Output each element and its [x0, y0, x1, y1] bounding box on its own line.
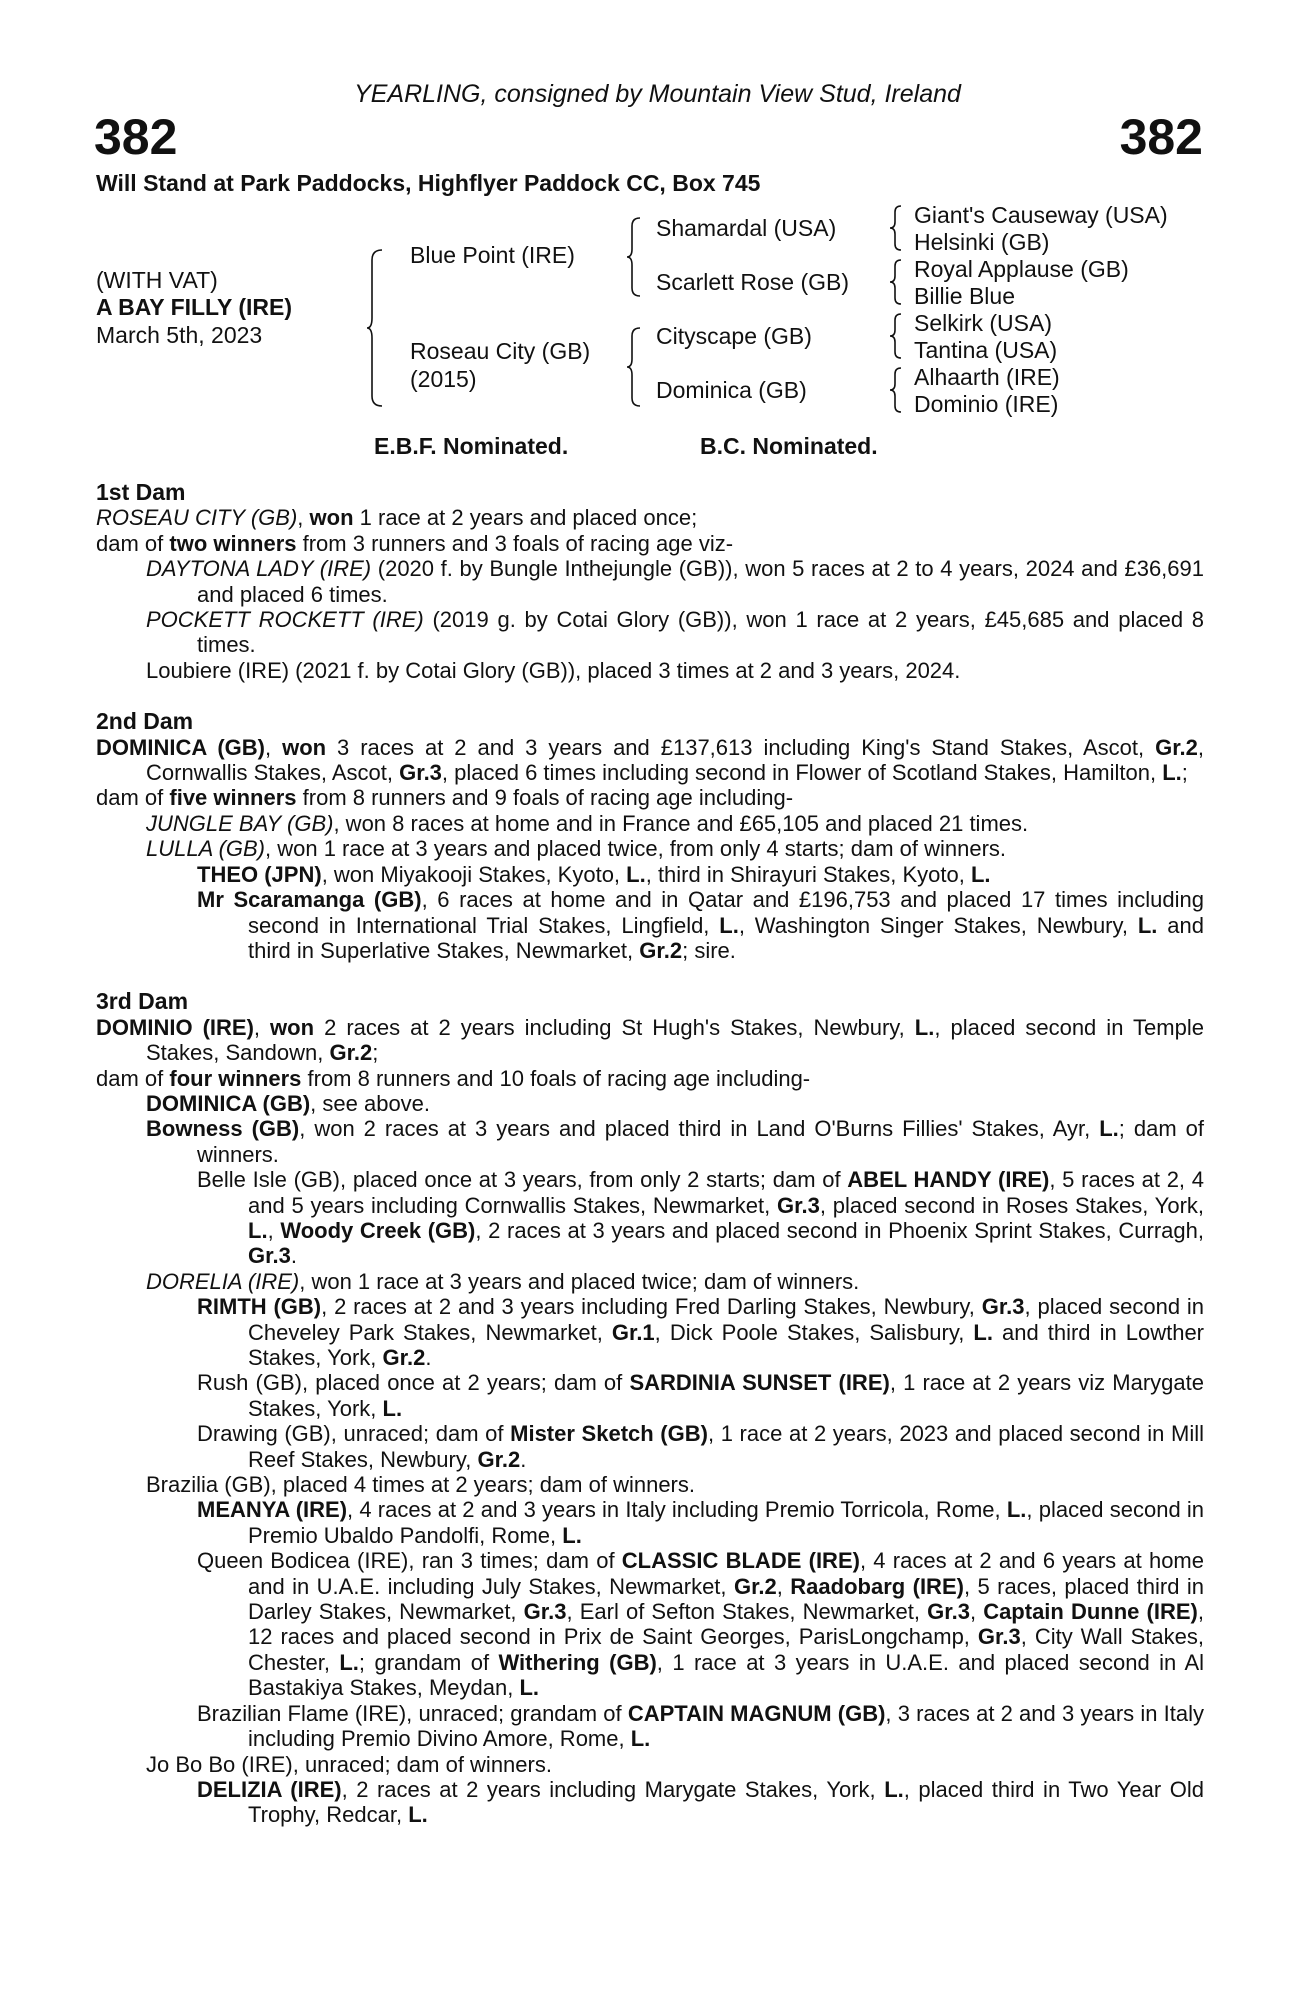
- text-run: dam of: [96, 1065, 170, 1091]
- text-run: , 3 races at 2 and 3 years in Italy including Premio Divino Amore, Rome,: [248, 1700, 1204, 1752]
- foaling-date: March 5th, 2023: [96, 322, 263, 348]
- bc-nomination: B.C. Nominated.: [700, 433, 878, 459]
- record-line: [96, 1294, 1204, 1370]
- record-line: [96, 531, 1204, 556]
- text-run: ;: [1181, 760, 1188, 786]
- bold-text: won: [309, 505, 354, 531]
- text-run: Drawing (GB), unraced; dam of: [197, 1421, 511, 1447]
- text-run: , third in Shirayuri Stakes, Kyoto,: [645, 861, 971, 887]
- record-line: [96, 735, 1204, 786]
- text-run: .: [290, 1243, 297, 1269]
- italic-text: DORELIA (IRE): [146, 1268, 300, 1294]
- text-run: 2 races at 2 years including St Hugh's Stakes, Newbury,: [314, 1014, 915, 1040]
- bold-text: Gr.2: [733, 1573, 777, 1599]
- text-run: Queen Bodicea (IRE), ran 3 times; dam of: [197, 1548, 622, 1574]
- text-run: , see above.: [310, 1090, 431, 1116]
- italic-text: LULLA (GB): [146, 836, 266, 862]
- lot-number-right: 382: [1119, 109, 1203, 165]
- bold-text: Withering (GB): [498, 1649, 657, 1675]
- bold-text: L.: [884, 1776, 904, 1802]
- bold-text: L.: [719, 912, 739, 938]
- record-line: [96, 785, 1204, 810]
- bold-text: L.: [970, 861, 991, 887]
- text-run: , 1 race at 2 years, 2023 and placed second in Mill Reef Stakes, Newbury,: [248, 1421, 1204, 1472]
- text-run: ,: [776, 1573, 791, 1599]
- text-run: , 2 races at 2 and 3 years including Fred Darling Stakes, Newbury,: [321, 1294, 982, 1320]
- record-line: [96, 556, 1204, 607]
- dam-dam-name: Dominica (GB): [656, 377, 807, 403]
- record-line: [96, 1015, 1204, 1066]
- bold-text: Captain Dunne (IRE): [983, 1599, 1198, 1625]
- text-run: , placed second in Cheveley Park Stakes, Newmarket,: [248, 1294, 1205, 1345]
- bold-text: THEO (JPN): [197, 861, 322, 887]
- text-run: (2019 g. by Cotai Glory (GB)), won 1 race at 2 years, £45,685 and placed 8 times.: [197, 607, 1204, 658]
- text-run: , 1 race at 2 years viz Marygate Stakes, York,: [248, 1370, 1204, 1421]
- text-run: , Dick Poole Stakes, Salisbury,: [654, 1319, 974, 1345]
- section-heading: 2nd Dam: [96, 708, 194, 735]
- bold-text: ABEL HANDY (IRE): [847, 1167, 1050, 1193]
- ebf-nomination: E.B.F. Nominated.: [374, 433, 569, 459]
- text-run: from 8 runners and 10 foals of racing age including-: [301, 1065, 811, 1091]
- text-run: .: [425, 1345, 432, 1370]
- bold-text: L.: [973, 1319, 993, 1345]
- bold-text: RIMTH (GB): [197, 1294, 322, 1320]
- text-run: and third in Lowther Stakes, York,: [248, 1319, 1205, 1370]
- text-run: Brazilia (GB), placed 4 times at 2 years; dam of winners.: [146, 1472, 695, 1498]
- text-run: , Earl of Sefton Stakes, Newmarket,: [566, 1599, 928, 1625]
- record-line: [96, 1777, 1204, 1828]
- section-heading: 1st Dam: [96, 479, 186, 505]
- text-run: ,: [969, 1599, 984, 1625]
- vat-note: (WITH VAT): [96, 267, 218, 293]
- bold-text: SARDINIA SUNSET (IRE): [629, 1370, 890, 1396]
- text-run: dam of: [96, 785, 170, 811]
- gen3-name-1: Giant's Causeway (USA): [914, 202, 1168, 228]
- text-run: Brazilian Flame (IRE), unraced; grandam of: [197, 1700, 628, 1726]
- record-line: [96, 811, 1204, 836]
- record-line: [96, 658, 1204, 683]
- bold-text: Gr.3: [399, 760, 442, 786]
- text-run: ; sire.: [682, 937, 736, 963]
- sire-name: Blue Point (IRE): [410, 242, 575, 268]
- bold-text: L.: [562, 1522, 582, 1548]
- text-run: , placed second in Roses Stakes, York,: [819, 1192, 1205, 1218]
- italic-text: ROSEAU CITY (GB): [96, 505, 298, 531]
- text-run: from 8 runners and 9 foals of racing age including-: [296, 785, 794, 811]
- text-run: , placed third in Two Year Old Trophy, Redcar,: [248, 1776, 1204, 1828]
- gen3-name-5: Selkirk (USA): [914, 310, 1053, 336]
- text-run: ;: [372, 1040, 379, 1066]
- bold-text: L.: [408, 1802, 428, 1828]
- bold-text: Gr.2: [382, 1345, 426, 1370]
- record-line: [96, 1472, 1204, 1497]
- bold-text: L.: [630, 1726, 651, 1752]
- dam-sire-name: Cityscape (GB): [656, 323, 812, 349]
- bold-text: L.: [914, 1014, 935, 1040]
- text-run: ,: [265, 734, 283, 760]
- bold-text: Raadobarg (IRE): [790, 1573, 964, 1599]
- produce-record: [96, 480, 1204, 1828]
- text-run: , won Miyakooji Stakes, Kyoto,: [321, 861, 627, 887]
- record-line: [96, 836, 1204, 861]
- text-run: , 6 races at home and in Qatar and £196,753 and placed 17 times including second in International Trial Stakes, Lingfield,: [248, 887, 1204, 938]
- bold-text: four winners: [169, 1065, 302, 1091]
- text-run: , City Wall Stakes, Chester,: [248, 1624, 1204, 1675]
- bold-text: Bowness (GB): [146, 1116, 300, 1142]
- bold-text: two winners: [169, 530, 297, 556]
- bold-text: won: [270, 1014, 315, 1040]
- text-run: Jo Bo Bo (IRE), unraced; dam of winners.: [146, 1751, 552, 1777]
- section-heading: 3rd Dam: [96, 988, 189, 1015]
- dam-year: (2015): [410, 366, 477, 392]
- record-line: [96, 1752, 1204, 1777]
- bold-text: Gr.2: [477, 1446, 521, 1472]
- gen3-name-6: Tantina (USA): [914, 337, 1058, 363]
- text-run: ,: [253, 1014, 271, 1040]
- text-run: Belle Isle (GB), placed once at 3 years, from only 2 starts; dam of: [197, 1167, 848, 1193]
- text-run: , 1 race at 3 years in U.A.E. and placed second in Al Bastakiya Stakes, Meydan,: [248, 1649, 1205, 1701]
- bold-text: L.: [382, 1395, 403, 1421]
- pedigree-brace-dam: [626, 326, 642, 408]
- pedigree-brace-g4: [889, 366, 903, 414]
- text-run: , placed second in Temple Stakes, Sandown,: [146, 1014, 1204, 1066]
- bold-text: L.: [1137, 912, 1158, 938]
- text-run: , 2 races at 3 years and placed second in Phoenix Sprint Stakes, Curragh,: [475, 1217, 1204, 1243]
- text-run: ,: [267, 1217, 281, 1243]
- stand-location: Will Stand at Park Paddocks, Highflyer Paddock CC, Box 745: [96, 170, 761, 196]
- bold-text: Gr.3: [977, 1624, 1021, 1650]
- text-run: Rush (GB), placed once at 2 years; dam of: [197, 1370, 630, 1396]
- pedigree-brace-g1: [889, 204, 903, 252]
- bold-text: L.: [1006, 1497, 1027, 1523]
- bold-text: Mr Scaramanga (GB): [197, 887, 422, 913]
- text-run: , 4 races at 2 and 6 years at home and in U.A.E. including July Stakes, Newmarket,: [248, 1548, 1204, 1599]
- bold-text: Mister Sketch (GB): [510, 1421, 708, 1447]
- sire-sire-name: Shamardal (USA): [656, 215, 837, 241]
- record-line: [96, 1701, 1204, 1752]
- gen3-name-7: Alhaarth (IRE): [914, 364, 1060, 390]
- section-gap: [96, 683, 1204, 709]
- text-run: , 5 races, placed third in Darley Stakes, Newmarket,: [248, 1573, 1204, 1625]
- record-line: [96, 862, 1204, 887]
- text-run: ,: [297, 505, 310, 531]
- italic-text: POCKETT ROCKETT (IRE): [146, 607, 424, 633]
- bold-text: Gr.3: [523, 1599, 567, 1625]
- italic-text: DAYTONA LADY (IRE): [146, 556, 372, 582]
- pedigree-brace-sire: [626, 216, 642, 298]
- bold-text: L.: [339, 1649, 359, 1675]
- bold-text: L.: [519, 1675, 540, 1701]
- bold-text: DOMINIO (IRE): [96, 1014, 254, 1040]
- bold-text: L.: [1099, 1116, 1119, 1142]
- text-run: , won 2 races at 3 years and placed third in Land O'Burns Fillies' Stakes, Ayr,: [299, 1116, 1100, 1142]
- bold-text: Gr.2: [329, 1040, 373, 1066]
- gen3-name-4: Billie Blue: [914, 283, 1015, 309]
- text-run: dam of: [96, 530, 170, 556]
- bold-text: five winners: [169, 785, 297, 811]
- text-run: .: [520, 1446, 527, 1472]
- bold-text: Woody Creek (GB): [280, 1217, 476, 1243]
- text-run: , placed second in Premio Ubaldo Pandolfi, Rome,: [248, 1497, 1204, 1548]
- bold-text: Gr.3: [248, 1243, 291, 1269]
- bold-text: won: [282, 734, 327, 760]
- bold-text: DELIZIA (IRE): [197, 1776, 342, 1802]
- text-run: (2020 f. by Bungle Inthejungle (GB)), won 5 races at 2 to 4 years, 2024 and £36,691 and placed 6 times.: [197, 556, 1204, 607]
- gen3-name-3: Royal Applause (GB): [914, 256, 1129, 282]
- bold-text: Gr.2: [639, 937, 683, 963]
- text-run: , 12 races and placed second in Prix de Saint Georges, ParisLongchamp,: [248, 1599, 1204, 1650]
- record-line: [96, 1370, 1204, 1421]
- lot-number-left: 382: [94, 109, 178, 165]
- bold-text: CAPTAIN MAGNUM (GB): [627, 1700, 886, 1726]
- text-run: Loubiere (IRE) (2021 f. by Cotai Glory (GB)), placed 3 times at 2 and 3 years, 2024.: [146, 657, 961, 683]
- gen3-name-2: Helsinki (GB): [914, 229, 1050, 255]
- text-run: , Cornwallis Stakes, Ascot,: [146, 734, 1205, 786]
- text-run: ; dam of winners.: [197, 1116, 1204, 1167]
- bold-text: Gr.1: [611, 1319, 655, 1345]
- text-run: , won 1 race at 3 years and placed twice; dam of winners.: [299, 1268, 860, 1294]
- gen3-name-8: Dominio (IRE): [914, 391, 1059, 417]
- text-run: , won 1 race at 3 years and placed twice, from only 4 starts; dam of winners.: [265, 836, 1007, 862]
- record-line: [96, 607, 1204, 658]
- bold-text: Gr.3: [981, 1294, 1025, 1320]
- bold-text: Gr.2: [1155, 734, 1198, 760]
- bold-text: MEANYA (IRE): [197, 1497, 348, 1523]
- bold-text: L.: [626, 861, 646, 887]
- bold-text: DOMINICA (GB): [96, 734, 266, 760]
- section-gap: [96, 963, 1204, 989]
- bold-text: CLASSIC BLADE (IRE): [621, 1548, 860, 1574]
- consignor-line: YEARLING, consigned by Mountain View Stud, Ireland: [354, 80, 961, 108]
- bold-text: L.: [1162, 760, 1182, 786]
- record-line: [96, 1091, 1204, 1116]
- bold-text: Gr.3: [777, 1192, 820, 1218]
- text-run: from 3 runners and 3 foals of racing age viz-: [296, 530, 734, 556]
- text-run: 1 race at 2 years and placed once;: [353, 505, 698, 531]
- pedigree-brace-g2: [889, 258, 903, 306]
- horse-name: A BAY FILLY (IRE): [96, 294, 292, 320]
- text-run: and third in Superlative Stakes, Newmarket,: [248, 912, 1204, 963]
- text-run: 3 races at 2 and 3 years and £137,613 including King's Stand Stakes, Ascot,: [326, 734, 1156, 760]
- text-run: , 5 races at 2, 4 and 5 years including Cornwallis Stakes, Newmarket,: [248, 1167, 1204, 1218]
- record-line: [96, 1421, 1204, 1472]
- record-line: [96, 1497, 1204, 1548]
- record-line: [96, 1167, 1204, 1269]
- italic-text: JUNGLE BAY (GB): [146, 810, 334, 836]
- text-run: , Washington Singer Stakes, Newbury,: [738, 912, 1138, 938]
- text-run: , 2 races at 2 years including Marygate Stakes, York,: [341, 1776, 885, 1802]
- text-run: , placed 6 times including second in Flower of Scotland Stakes, Hamilton,: [441, 760, 1163, 786]
- bold-text: DOMINICA (GB): [146, 1090, 311, 1116]
- record-line: [96, 1116, 1204, 1167]
- record-line: [96, 887, 1204, 963]
- pedigree-brace-g3: [889, 312, 903, 360]
- bold-text: Gr.3: [927, 1599, 970, 1625]
- pedigree-brace-main: [366, 248, 384, 408]
- sire-dam-name: Scarlett Rose (GB): [656, 269, 849, 295]
- record-line: [96, 505, 1204, 530]
- record-line: [96, 1066, 1204, 1091]
- record-line: [96, 1548, 1204, 1700]
- dam-name: Roseau City (GB): [410, 338, 591, 364]
- text-run: , won 8 races at home and in France and £65,105 and placed 21 times.: [333, 810, 1029, 836]
- text-run: , 4 races at 2 and 3 years in Italy including Premio Torricola, Rome,: [347, 1497, 1007, 1523]
- record-line: [96, 1269, 1204, 1294]
- bold-text: L.: [248, 1217, 268, 1243]
- text-run: ; grandam of: [358, 1649, 499, 1675]
